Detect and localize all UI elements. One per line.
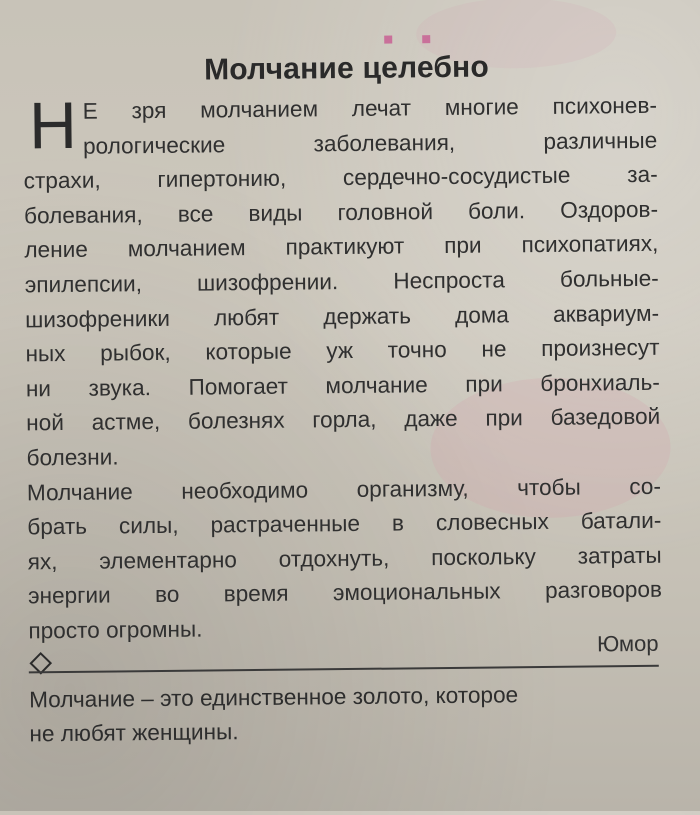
print-mark	[422, 35, 430, 43]
humor-header	[28, 631, 658, 672]
humor-heading: Юмор	[596, 630, 659, 657]
text-line: ни звука. Помогает молчание при бронхиаль-	[25, 369, 660, 402]
article-body	[23, 89, 663, 649]
text-line: Молчание необходимо организму, чтобы со-	[26, 473, 662, 505]
print-mark	[384, 36, 392, 44]
text-line: страхи, гипертонию, сердечно-сосудистые за-	[23, 161, 658, 194]
article-title: Молчание целебно	[203, 50, 490, 87]
text-line: эпилепсии, шизофрении. Неспроста больные-	[24, 265, 659, 298]
text-line: не любят женщины.	[29, 719, 239, 747]
text-line: ных рыбок, которые уж точно не произнесут	[25, 334, 660, 367]
text-line: Е зря молчанием лечат многие психонев-	[82, 92, 658, 124]
humor-text	[29, 677, 664, 752]
text-line: брать силы, растраченные в словесных батали-	[27, 507, 662, 540]
drop-cap: Н	[28, 87, 78, 163]
text-line: шизофреники любят держать дома аквариум-	[25, 300, 660, 332]
text-line: Молчание – это единственное золото, которое	[28, 682, 519, 713]
text-line: рологические заболевания, различные	[82, 127, 658, 159]
text-line: ной астме, болезнях горла, даже при базедовой	[26, 404, 661, 436]
text-line: ях, элементарно отдохнуть, поскольку затраты	[27, 542, 662, 575]
text-line: энергии во время эмоциональных разговоров	[27, 577, 663, 609]
text-line: просто огромны.	[28, 616, 203, 644]
text-line: ление молчанием практикуют при психопатиях,	[24, 231, 659, 263]
divider	[29, 665, 659, 674]
text-line: болезни.	[26, 444, 119, 471]
text-line: болевания, все виды головной боли. Оздоров-	[23, 196, 659, 229]
